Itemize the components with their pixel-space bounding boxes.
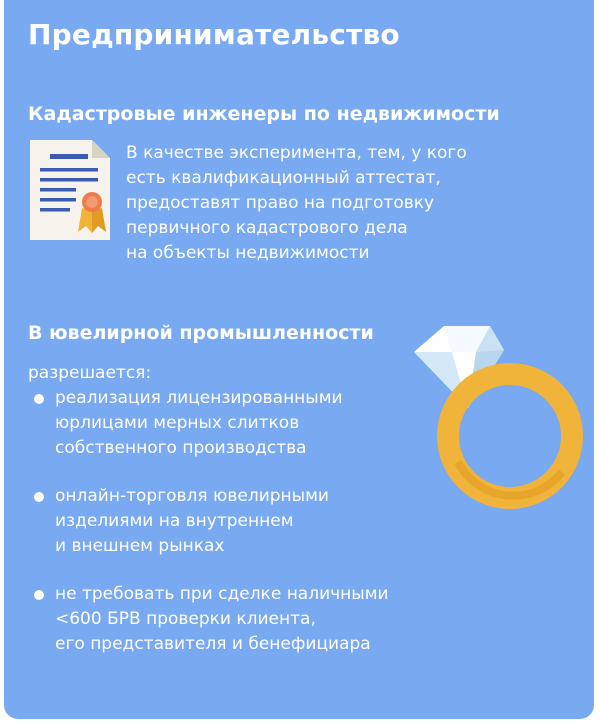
diamond-ring-icon: [392, 312, 592, 512]
text-line: собственного производства: [55, 438, 307, 458]
text-line: и внешнем рынках: [55, 536, 225, 556]
page-title: Предпринимательство: [28, 18, 400, 51]
text-line: В качестве эксперимента, тем, у кого: [126, 143, 467, 163]
text-line: есть квалификационный аттестат,: [126, 168, 441, 188]
text-line: <600 БРВ проверки клиента,: [55, 609, 316, 629]
bullet-dot-icon: [34, 394, 44, 404]
infographic-card: [4, 0, 594, 719]
text-line: реализация лицензированными: [55, 388, 343, 408]
cadastral-description: [126, 141, 526, 266]
text-line: предоставят право на подготовку: [126, 193, 435, 213]
text-line: онлайн-торговля ювелирными: [55, 486, 329, 506]
section-heading-cadastral: Кадастровые инженеры по недвижимости: [28, 103, 500, 125]
text-line: изделиями на внутреннем: [55, 511, 294, 531]
bullet-dot-icon: [34, 590, 44, 600]
bullet-dot-icon: [34, 492, 44, 502]
text-line: юрлицами мерных слитков: [55, 413, 300, 433]
text-line: первичного кадастрового дела: [126, 218, 408, 238]
section-heading-jewelry: В ювелирной промышленности: [28, 322, 374, 344]
certificate-document-icon: [26, 138, 112, 242]
text-line: его представителя и бенефициара: [55, 634, 371, 654]
text-line: на объекты недвижимости: [126, 243, 370, 263]
section-intro: разрешается:: [28, 363, 152, 383]
text-line: не требовать при сделке наличными: [55, 584, 389, 604]
